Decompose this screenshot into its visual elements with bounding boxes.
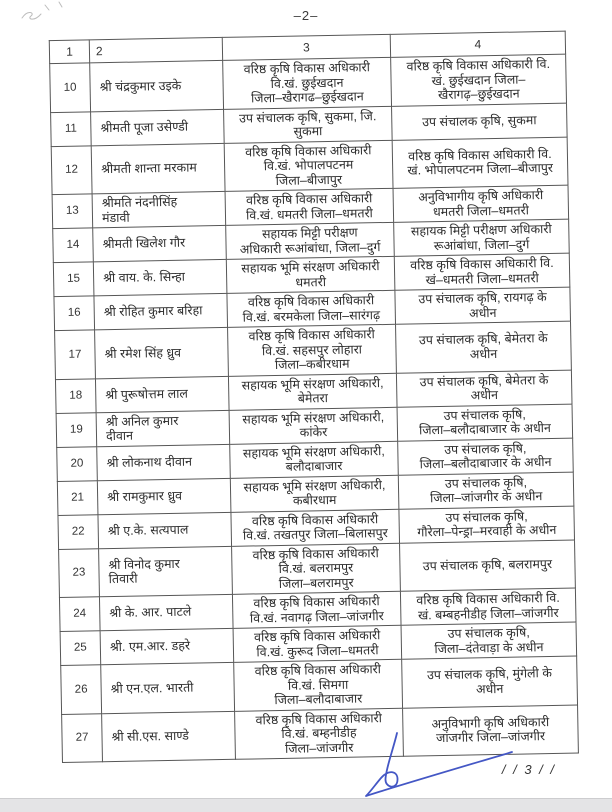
row-number-cell: 15 [53, 262, 94, 297]
officer-name-cell: श्रीमती शान्ता मरकाम [91, 143, 225, 194]
column-header-4: 4 [390, 31, 565, 57]
row-number-cell: 10 [50, 63, 91, 112]
table-row [62, 705, 579, 763]
row-number-cell: 16 [54, 296, 95, 331]
current-post-cell: वरिष्ठ कृषि विकास अधिकारी वि.खं. बरमकेला जिला–सारंगढ़ [227, 290, 396, 327]
new-post-cell: उप संचालक कृषि, जिला–बलौदाबाजार के अधीन [398, 438, 574, 475]
officer-name-cell: श्रीमती खिलेश गौर [93, 225, 227, 261]
column-header-2: 2 [89, 37, 222, 62]
row-number-cell: 25 [60, 631, 101, 666]
officer-name-cell: श्रीमति नंदनीसिंह मंडावी [92, 191, 226, 227]
current-post-cell: वरिष्ठ कृषि विकास अधिकारी वि.खं. सिमगा जिला–बलौदाबाजार [234, 659, 403, 711]
officer-name-cell: श्री चंद्रकुमार उइके [90, 60, 224, 111]
officer-name-cell: श्री विनोद कुमार तिवारी [99, 546, 233, 597]
pencil-mark [14, 0, 74, 26]
officer-name-cell: श्री ए.के. सत्यपाल [98, 512, 232, 548]
current-post-cell: सहायक मिट्टी परीक्षण अधिकारी रूआंबांधा, जिला–दुर्ग [226, 222, 395, 259]
new-post-cell: उप संचालक कृषि, बलरामपुर [400, 540, 576, 592]
officer-name-cell: श्री लोकनाथ दीवान [97, 444, 231, 480]
current-post-cell: वरिष्ठ कृषि विकास अधिकारी वि.खं. तखतपुर जिला–बिलासपुर [231, 509, 400, 546]
new-post-cell: उप संचालक कृषि, बेमेतरा के अधीन [396, 370, 572, 407]
new-post-cell: वरिष्ठ कृषि विकास अधिकारी वि. खं. भोपालपटनम जिला–बीजापुर [392, 137, 568, 189]
row-number-cell: 13 [52, 194, 93, 229]
transfer-table-wrap [49, 31, 560, 763]
row-number-cell: 26 [61, 665, 102, 714]
officer-name-cell: श्री. एम.आर. डहरे [100, 628, 234, 664]
row-number-cell: 23 [59, 548, 100, 597]
table-body [50, 54, 579, 762]
row-number-cell: 21 [57, 480, 98, 515]
page-number: –2– [293, 8, 319, 23]
new-post-cell: उप संचालक कृषि, बेमेतरा के अधीन [396, 321, 572, 373]
new-post-cell: सहायक मिट्टी परीक्षण अधिकारी रूआंबांधा, जिला–दुर्ग [394, 219, 570, 256]
officer-name-cell: श्री सी.एस. साण्डे [102, 711, 236, 762]
current-post-cell: सहायक भूमि संरक्षण अधिकारी, बेमेतरा [228, 373, 397, 410]
current-post-cell: वरिष्ठ कृषि विकास अधिकारी वि.खं. सहसपुर लोहारा जिला–कबीरधाम [228, 324, 397, 376]
new-post-cell: उप संचालक कृषि, रायगढ़ के अधीन [395, 287, 571, 324]
row-number-cell: 18 [55, 378, 96, 413]
scan-edge [0, 798, 612, 812]
officer-name-cell: श्री रामकुमार ध्रुव [97, 478, 231, 514]
officer-name-cell: श्री रमेश सिंह ध्रुव [95, 327, 229, 378]
column-header-1: 1 [49, 40, 89, 64]
row-number-cell: 19 [56, 412, 97, 447]
officer-name-cell: श्री एन.एल. भारती [101, 662, 235, 713]
transfer-table [49, 31, 579, 763]
new-post-cell: उप संचालक कृषि, मुंगेली के अधीन [402, 656, 578, 708]
current-post-cell: वरिष्ठ कृषि विकास अधिकारी वि.खं. बलरामपुर जिला–बलरामपुर [232, 543, 401, 595]
row-number-cell: 11 [51, 111, 92, 146]
officer-name-cell: श्री के. आर. पाटले [99, 594, 233, 630]
new-post-cell: अनुविभागी कृषि अधिकारी जांजगीर जिला–जांजगीर [403, 705, 579, 757]
row-number-cell: 14 [53, 228, 94, 263]
new-post-cell: वरिष्ठ कृषि विकास अधिकारी वि. खं. बम्बहनीडीह जिला–जांजगीर [400, 588, 576, 625]
row-number-cell: 20 [57, 446, 98, 481]
new-post-cell: अनुविभागीय कृषि अधिकारी धमतरी जिला–धमतरी [393, 185, 569, 222]
current-post-cell: वरिष्ठ कृषि विकास अधिकारी वि.खं. छुईखदान जिला–खैरागढ–छुईखदान [223, 57, 392, 109]
new-post-cell: उप संचालक कृषि, सुकमा [392, 103, 568, 140]
new-post-cell: उप संचालक कृषि, जिला–बलौदाबाजार के अधीन [397, 404, 573, 441]
row-number-cell: 27 [62, 713, 103, 762]
new-post-cell: उप संचालक कृषि, जिला–जांजगीर के अधीन [398, 472, 574, 509]
new-post-cell: उप संचालक कृषि, गौरेला–पेन्ड्रा–मरवाही के अधीन [399, 506, 575, 543]
continuation-marker: / / 3 / / [501, 762, 556, 777]
current-post-cell: सहायक भूमि संरक्षण अधिकारी, कांकेर [229, 407, 398, 444]
current-post-cell: सहायक भूमि संरक्षण अधिकारी धमतरी [226, 256, 395, 293]
current-post-cell: वरिष्ठ कृषि विकास अधिकारी वि.खं. भोपालपटनम जिला–बीजापुर [224, 140, 393, 192]
current-post-cell: वरिष्ठ कृषि विकास अधिकारी वि.खं. कुरूद जिला–धमतरी [233, 625, 402, 662]
new-post-cell: वरिष्ठ कृषि विकास अधिकारी वि. खं. छुईखदान जिला– खैरागढ़–छुईखदान [391, 54, 567, 106]
current-post-cell: सहायक भूमि संरक्षण अधिकारी, कबीरधाम [230, 475, 399, 512]
row-number-cell: 22 [58, 514, 99, 549]
current-post-cell: सहायक भूमि संरक्षण अधिकारी, बलौदाबाजार [230, 441, 399, 478]
officer-name-cell: श्रीमती पूजा उसेण्डी [91, 109, 225, 145]
new-post-cell: उप संचालक कृषि, जिला–दंतेवाड़ा के अधीन [401, 622, 577, 659]
current-post-cell: वरिष्ठ कृषि विकास अधिकारी वि.खं. धमतरी जिला–धमतरी [225, 188, 394, 225]
officer-name-cell: श्री वाय. के. सिन्हा [93, 259, 227, 295]
row-number-cell: 24 [59, 597, 100, 632]
row-number-cell: 12 [51, 145, 92, 194]
current-post-cell: वरिष्ठ कृषि विकास अधिकारी वि.खं. नवागढ़ जिला–जांजगीर [232, 591, 401, 628]
column-header-3: 3 [222, 34, 390, 60]
current-post-cell: उप संचालक कृषि, सुकमा, जि. सुकमा [224, 106, 393, 143]
officer-name-cell: श्री रोहित कुमार बरिहा [94, 293, 228, 329]
current-post-cell: वरिष्ठ कृषि विकास अधिकारी वि.खं. बम्हनीडीह जिला–जांजगीर [235, 708, 404, 760]
officer-name-cell: श्री अनिल कुमार दीवान [96, 410, 230, 446]
row-number-cell: 17 [55, 330, 96, 379]
officer-name-cell: श्री पुरूषोत्तम लाल [95, 376, 229, 412]
new-post-cell: वरिष्ठ कृषि विकास अधिकारी वि. खं–धमतरी जिला–धमतरी [394, 253, 570, 290]
